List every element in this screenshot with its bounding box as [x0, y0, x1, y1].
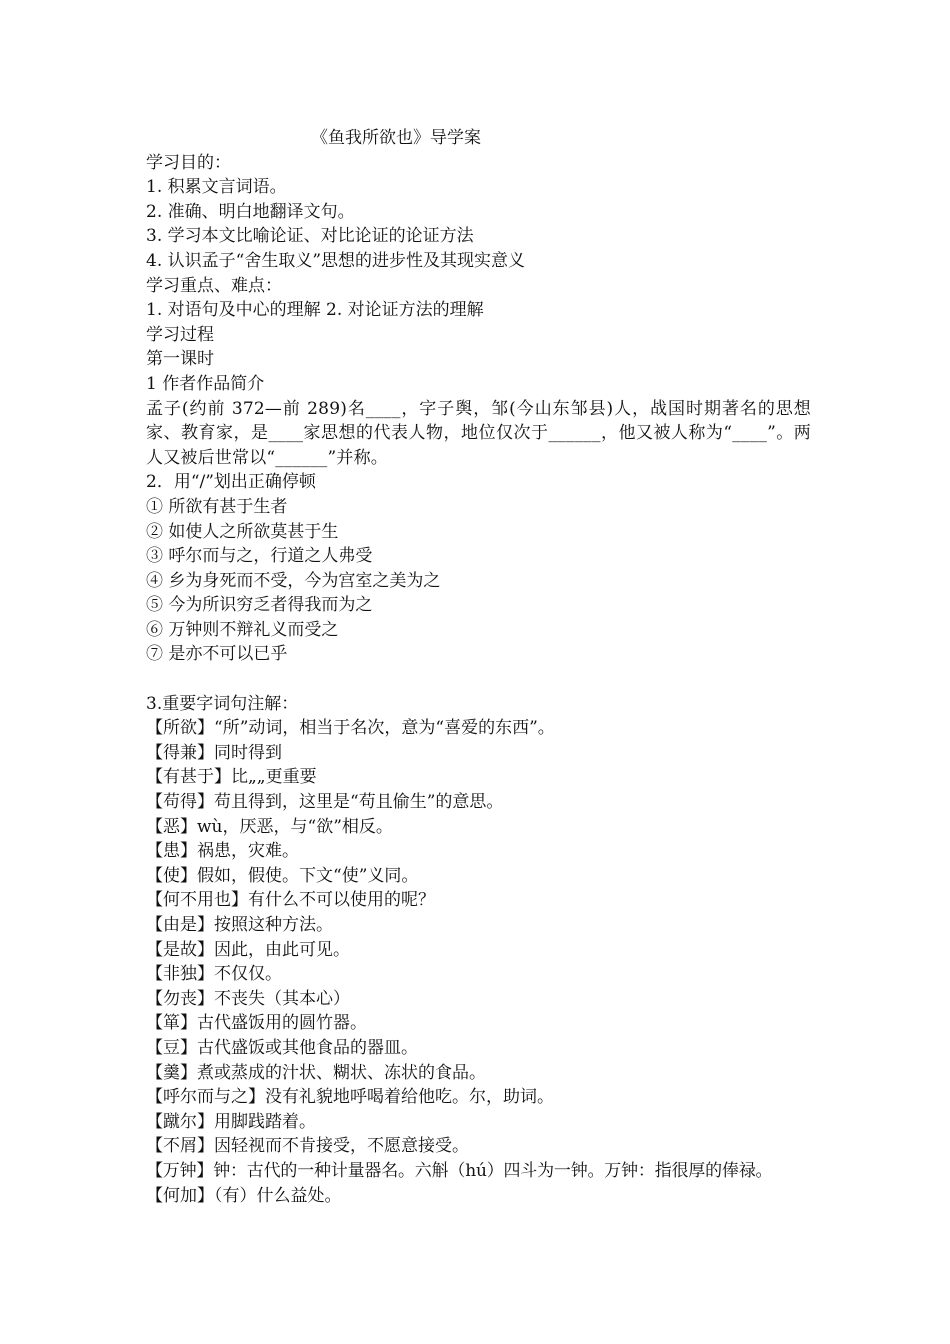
key-points-heading: 学习重点、难点：	[146, 275, 282, 296]
term-note: 【何加】（有）什么益处。	[146, 1185, 342, 1206]
objective-item: 4. 认识孟子“舍生取义”思想的进步性及其现实意义	[146, 250, 526, 271]
objectives-heading: 学习目的：	[146, 152, 231, 173]
term-note: 【羹】煮或蒸成的汁状、糊状、冻状的食品。	[146, 1062, 486, 1083]
pause-item: ⑤ 今为所识穷乏者得我而为之	[146, 595, 373, 616]
pause-item: ① 所欲有甚于生者	[146, 496, 288, 517]
pause-item: ④ 乡为身死而不受，今为宫室之美为之	[146, 570, 441, 591]
term-note: 【豆】古代盛饭或其他食品的器皿。	[146, 1037, 418, 1058]
pause-item: ⑥ 万钟则不辩礼义而受之	[146, 619, 339, 640]
author-intro-paragraph: 孟子(约前 372—前 289)名____，字子舆，邹(今山东邹县)人，战国时期著名的思想家、教育家，是____家思想的代表人物，地位仅次于______，他又被人称为“____”。两人又被后世常以“______”并称。	[146, 398, 811, 468]
document-page	[146, 126, 816, 1208]
objective-item: 1. 积累文言词语。	[146, 177, 287, 198]
term-note: 【何不用也】有什么不可以使用的呢？	[146, 890, 435, 911]
blank-line	[146, 667, 816, 692]
term-note: 【使】假如，假使。下文“使”义同。	[146, 865, 419, 886]
term-note: 【不屑】因轻视而不肯接受，不愿意接受。	[146, 1136, 469, 1157]
section-pause-heading: 2．用“/”划出正确停顿	[146, 472, 316, 493]
term-note: 【由是】按照这种方法。	[146, 915, 333, 935]
process-heading: 学习过程	[146, 324, 214, 345]
section-author-heading: 1 作者作品简介	[146, 373, 265, 394]
term-note: 【呼尔而与之】没有礼貌地呼喝着给他吃。尔，助词。	[146, 1087, 554, 1108]
term-note: 【非独】不仅仅。	[146, 964, 282, 985]
term-note: 【恶】wù，厌恶，与“欲”相反。	[146, 816, 393, 837]
term-note: 【勿丧】不丧失（其本心）	[146, 988, 350, 1009]
pause-item: ③ 呼尔而与之，行道之人弗受	[146, 546, 373, 567]
term-note: 【患】祸患，灾难。	[146, 841, 299, 862]
pause-item: ⑦ 是亦不可以已乎	[146, 644, 288, 665]
term-note: 【所欲】“所”动词，相当于名次，意为“喜爱的东西”。	[146, 718, 555, 739]
term-note: 【蹴尔】用脚践踏着。	[146, 1111, 316, 1132]
objective-item: 3. 学习本文比喻论证、对比论证的论证方法	[146, 226, 474, 247]
term-note: 【得兼】同时得到	[146, 742, 282, 763]
section-notes-heading: 3.重要字词句注解：	[146, 693, 299, 714]
objective-item: 2. 准确、明白地翻译文句。	[146, 201, 355, 222]
term-note: 【是故】因此，由此可见。	[146, 939, 350, 960]
term-note: 【万钟】钟：古代的一种计量器名。六斛（hú）四斗为一钟。万钟：指很厚的俸禄。	[146, 1160, 773, 1181]
term-note: 【有甚于】比„„更重要	[146, 767, 317, 788]
term-note: 【苟得】苟且得到，这里是“苟且偷生”的意思。	[146, 792, 504, 813]
lesson-label: 第一课时	[146, 349, 214, 370]
document-title: 《鱼我所欲也》导学案	[311, 128, 481, 148]
pause-item: ② 如使人之所欲莫甚于生	[146, 521, 339, 542]
term-note: 【箪】古代盛饭用的圆竹器。	[146, 1013, 367, 1034]
key-points-text: 1. 对语句及中心的理解 2. 对论证方法的理解	[146, 300, 484, 321]
